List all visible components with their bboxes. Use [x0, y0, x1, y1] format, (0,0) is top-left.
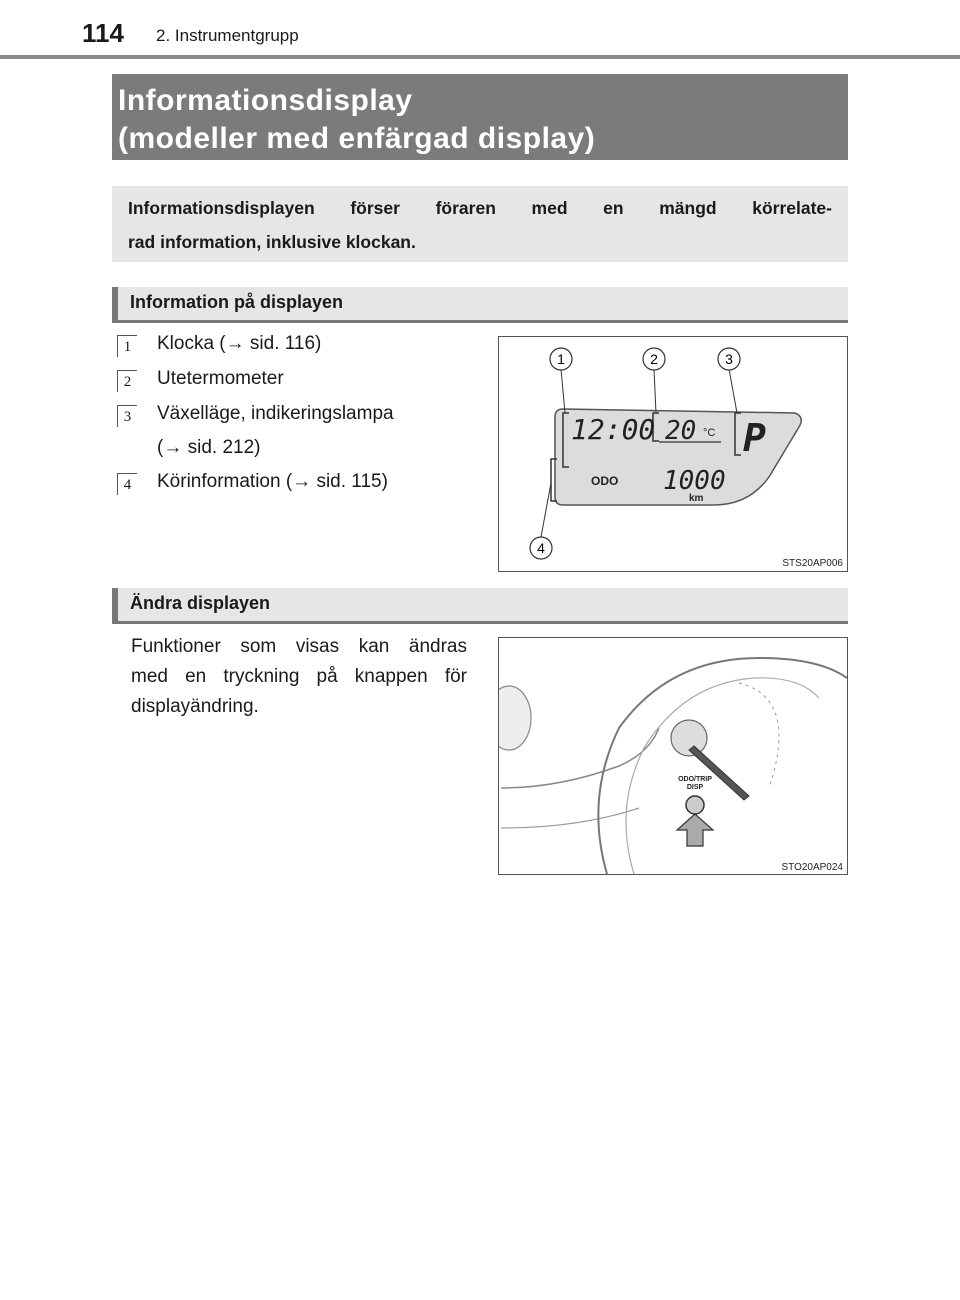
desc-line: displayändring.: [131, 696, 259, 717]
callout-line-4: [541, 483, 551, 537]
item-label: Klocka (→ sid. 116): [157, 333, 322, 354]
section-heading-text: Information på displayen: [130, 292, 344, 312]
section-heading-text: Ändra displayen: [130, 593, 271, 613]
callout-label-1: 1: [557, 351, 565, 367]
item-label: Växelläge, indikeringslampa: [157, 403, 394, 424]
page-title-line2: (modeller med enfärgad display): [118, 122, 596, 155]
figure-code: STO20AP024: [781, 862, 843, 873]
temp-value: 20: [665, 416, 697, 446]
section-bar: [112, 588, 118, 621]
intro-line2: rad information, inklusive klockan.: [128, 232, 416, 252]
section-heading-change: [112, 588, 848, 624]
item-number: 1: [117, 335, 137, 357]
callout-label-2: 2: [650, 351, 658, 367]
callout-line-2: [654, 369, 656, 413]
desc-line: Funktioner som visas kan ändras: [131, 636, 467, 657]
callout-line-3: [729, 369, 737, 413]
clock-value: 12:00: [571, 413, 656, 446]
callout-label-3: 3: [725, 351, 733, 367]
item-number: 3: [117, 405, 137, 427]
section-heading-information: [112, 287, 848, 323]
section-bar: [112, 287, 118, 320]
chapter-title: 2. Instrumentgrupp: [156, 26, 299, 45]
intro-box: [112, 186, 848, 262]
item-label: Körinformation (→ sid. 115): [157, 471, 388, 492]
callout-label-4: 4: [537, 540, 545, 556]
speedo-ticks: [739, 683, 779, 788]
display-figure: [498, 336, 848, 572]
gear-indicator: P: [743, 416, 766, 460]
button-label-2: DISP: [686, 784, 704, 791]
figure-code: STS20AP006: [782, 558, 843, 569]
cluster-trim: [501, 808, 639, 828]
callout-line-1: [561, 369, 565, 413]
odo-label: ODO: [591, 474, 619, 488]
header-rule: [0, 55, 960, 59]
item-number: 4: [117, 473, 137, 495]
needle: [686, 746, 749, 800]
page-number: 114: [82, 18, 124, 48]
temp-unit: °C: [703, 427, 716, 439]
page-title-line1: Informationsdisplay: [118, 84, 413, 117]
change-description: [131, 632, 467, 722]
gauge-figure: [498, 637, 848, 875]
item-label-cont: (→ sid. 212): [157, 437, 261, 458]
press-arrow-icon: [677, 814, 713, 846]
intro-line1: Informationsdisplayen förser föraren med en mängd körrelate-: [128, 198, 832, 218]
odo-value: 1000: [663, 466, 726, 496]
item-label: Utetermometer: [157, 368, 284, 389]
left-gauge: [499, 686, 531, 750]
button-label-1: ODO/TRIP: [678, 776, 712, 783]
display-illustration: [499, 337, 847, 571]
gauge-illustration: [499, 638, 847, 874]
odo-unit: km: [689, 493, 704, 504]
desc-line: med en tryckning på knappen för: [131, 666, 467, 687]
page-title: [112, 74, 848, 160]
item-number: 2: [117, 370, 137, 392]
odo-trip-button: [686, 796, 704, 814]
